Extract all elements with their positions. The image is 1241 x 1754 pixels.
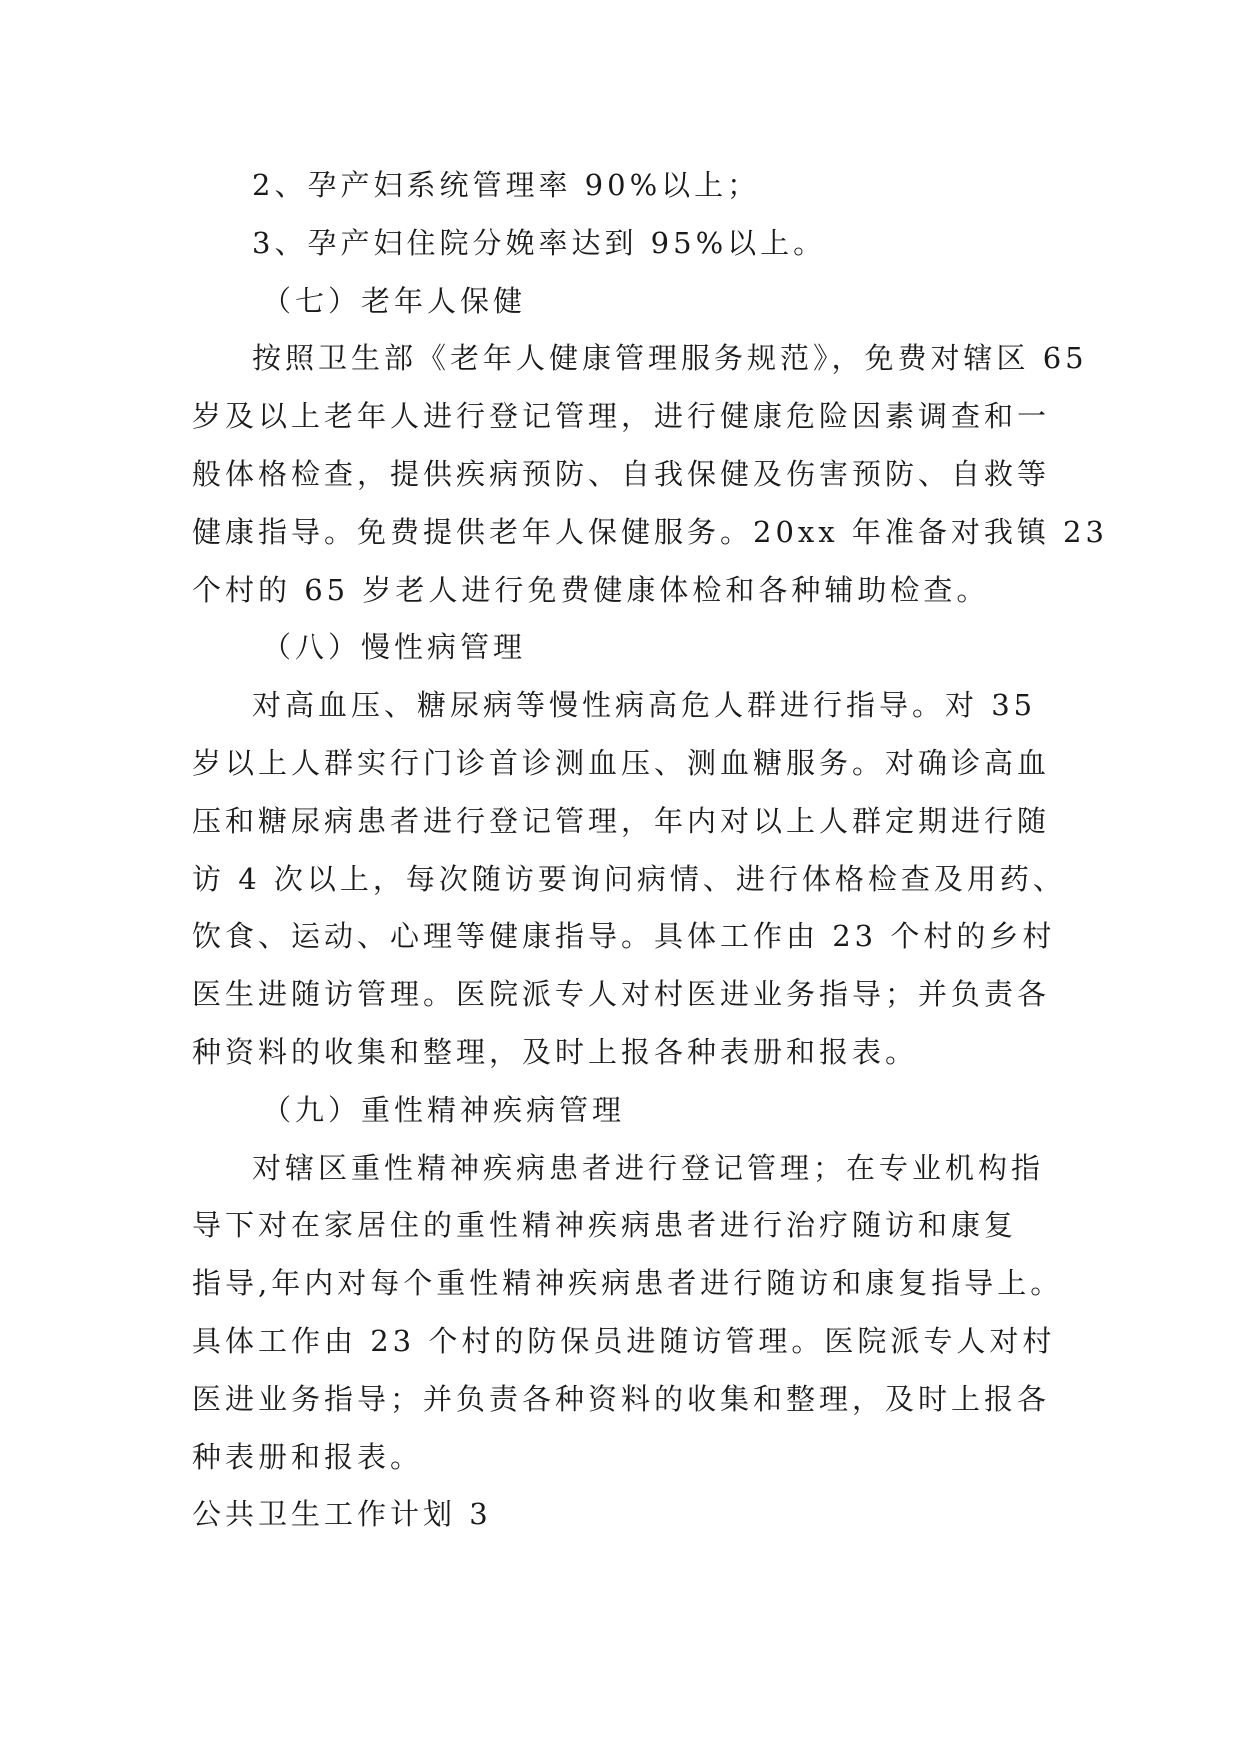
paragraph-line: 访 4 次以上，每次随访要询问病情、进行体格检查及用药、	[192, 861, 1066, 896]
document-body	[192, 157, 1108, 1544]
section-heading-7: （七）老年人保健	[262, 283, 527, 318]
paragraph-line: 般体格检查，提供疾病预防、自我保健及伤害预防、自救等	[192, 456, 1051, 491]
paragraph-line: 按照卫生部《老年人健康管理服务规范》，免费对辖区 65	[252, 341, 1088, 376]
paragraph-line: 压和糖尿病患者进行登记管理，年内对以上人群定期进行随	[192, 803, 1051, 838]
paragraph-line: 具体工作由 23 个村的防保员进随访管理。医院派专人对村	[192, 1323, 1056, 1358]
paragraph-line: 健康指导。免费提供老年人保健服务。20xx 年准备对我镇 23	[192, 514, 1108, 549]
paragraph-line: 医生进随访管理。医院派专人对村医进业务指导；并负责各	[192, 977, 1051, 1012]
paragraph-line: 对辖区重性精神疾病患者进行登记管理；在专业机构指	[252, 1150, 1045, 1185]
paragraph-line: 岁及以上老年人进行登记管理，进行健康危险因素调查和一	[192, 399, 1051, 434]
paragraph-line: 个村的 65 岁老人进行免费健康体检和各种辅助检查。	[192, 572, 990, 607]
paragraph-line: 指导,年内对每个重性精神疾病患者进行随访和康复指导上。	[192, 1266, 1064, 1301]
paragraph-line: 种资料的收集和整理，及时上报各种表册和报表。	[192, 1034, 919, 1069]
list-item-3: 3、孕产妇住院分娩率达到 95%以上。	[252, 225, 827, 260]
list-item-2: 2、孕产妇系统管理率 90%以上；	[252, 168, 761, 202]
document-title-next: 公共卫生工作计划 3	[192, 1497, 492, 1532]
paragraph-line: 对高血压、糖尿病等慢性病高危人群进行指导。对 35	[252, 688, 1037, 723]
paragraph-line: 医进业务指导；并负责各种资料的收集和整理，及时上报各	[192, 1381, 1051, 1416]
paragraph-line: 种表册和报表。	[192, 1439, 424, 1474]
paragraph-line: 导下对在家居住的重性精神疾病患者进行治疗随访和康复	[192, 1208, 1018, 1243]
paragraph-line: 岁以上人群实行门诊首诊测血压、测血糖服务。对确诊高血	[192, 745, 1051, 780]
section-heading-8: （八）慢性病管理	[262, 630, 527, 665]
section-heading-9: （九）重性精神疾病管理	[262, 1092, 626, 1127]
paragraph-line: 饮食、运动、心理等健康指导。具体工作由 23 个村的乡村	[192, 919, 1056, 954]
